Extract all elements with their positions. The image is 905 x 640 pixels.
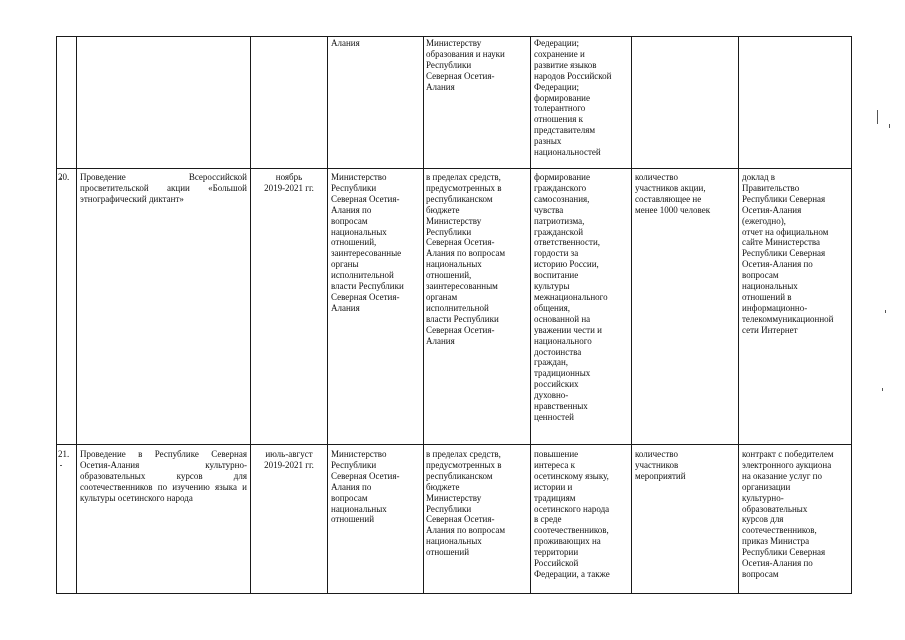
- top-row-col5: [534, 38, 630, 158]
- cell-line: органам: [426, 291, 458, 302]
- cell-line: национального: [534, 335, 592, 346]
- cell-line: формирование: [534, 92, 590, 103]
- cell-line: Алания: [331, 38, 360, 48]
- grid-line: [530, 36, 531, 594]
- cell-line: отношений,: [331, 237, 377, 248]
- cell-line: Республики: [331, 182, 377, 193]
- cell-line: бюджете: [426, 204, 460, 215]
- cell-line: Министерству: [426, 492, 482, 503]
- cell-line: Осетия-Алания: [742, 204, 802, 215]
- row21-result: [742, 449, 850, 580]
- cell-line: 2019-2021 гг.: [264, 459, 314, 470]
- cell-line: культурно-: [742, 492, 784, 503]
- cell-line: вопросам: [331, 215, 368, 226]
- cell-line: Федерации;: [534, 38, 580, 48]
- cell-line: республиканском: [426, 470, 493, 481]
- cell-line: гражданского: [534, 182, 587, 193]
- cell-line: ответственности,: [534, 237, 601, 248]
- cell-line: заинтересованным: [426, 281, 498, 292]
- cell-line: телекоммуникационной: [742, 313, 834, 324]
- cell-line: Республики Северная: [742, 547, 826, 558]
- cell-line: Алания по вопросам: [426, 248, 506, 259]
- cell-line: отношений в: [742, 291, 792, 302]
- cell-line: уважении чести и: [534, 324, 602, 335]
- grid-line: [56, 168, 852, 169]
- cell-line: Федерации;: [534, 81, 580, 92]
- row20-title: Проведение Всероссийской просветительской акции «Большой этнографический диктант»: [80, 172, 247, 204]
- scan-mark: [60, 465, 62, 466]
- cell-line: осетинского народа: [534, 503, 610, 514]
- top-row-col3: [331, 38, 421, 49]
- cell-line: формирование: [534, 172, 590, 182]
- scan-mark: [889, 124, 890, 128]
- cell-line: участников акции,: [635, 182, 706, 193]
- cell-line: Северная Осетия-: [426, 237, 495, 248]
- cell-line: Алания по: [331, 481, 372, 492]
- cell-line: Алания: [426, 81, 455, 92]
- cell-line: межнационального: [534, 291, 608, 302]
- cell-line: традиционных: [534, 368, 591, 379]
- cell-line: количество: [635, 449, 678, 459]
- cell-line: соотечественников,: [534, 525, 609, 536]
- cell-line: осетинскому языку,: [534, 470, 609, 481]
- cell-line: в среде: [534, 514, 562, 525]
- cell-line: культуры: [534, 281, 570, 292]
- cell-line: составляющее не: [635, 193, 702, 204]
- cell-line: национальных: [331, 503, 387, 514]
- cell-line: основанной на: [534, 313, 591, 324]
- cell-line: Осетия-Алания по: [742, 558, 813, 569]
- cell-line: национальных: [426, 536, 482, 547]
- cell-line: граждан,: [534, 357, 569, 368]
- cell-line: вопросам: [331, 492, 368, 503]
- row21-indicator: [635, 449, 737, 482]
- cell-line: образования и науки: [426, 48, 505, 59]
- cell-line: патриотизма,: [534, 215, 585, 226]
- cell-line: истории и: [534, 481, 573, 492]
- row20-period: [252, 172, 326, 194]
- cell-line: национальных: [742, 281, 798, 292]
- grid-line: [738, 36, 739, 594]
- cell-line: Северная Осетия-: [331, 291, 400, 302]
- cell-line: Северная Осетия-: [331, 193, 400, 204]
- row21-goal: [534, 449, 630, 580]
- cell-line: чувства: [534, 204, 564, 215]
- cell-line: развитие языков: [534, 59, 597, 70]
- cell-line: июль-август: [265, 449, 313, 459]
- cell-line: Алания: [331, 302, 360, 313]
- cell-line: Алания по вопросам: [426, 525, 506, 536]
- cell-line: вопросам: [742, 568, 779, 579]
- row21-executors: [331, 449, 421, 525]
- cell-line: (ежегодно),: [742, 215, 786, 226]
- cell-line: территории: [534, 547, 579, 558]
- cell-line: отчет на официальном: [742, 226, 829, 237]
- cell-line: традициям: [534, 492, 576, 503]
- cell-line: доклад в: [742, 172, 776, 182]
- cell-line: приказ Министра: [742, 536, 810, 547]
- cell-line: сайте Министерства: [742, 237, 821, 248]
- cell-line: Республики: [331, 459, 377, 470]
- cell-line: отношений: [331, 514, 375, 525]
- top-row-col4: [426, 38, 528, 93]
- cell-line: достоинства: [534, 346, 582, 357]
- cell-line: мероприятий: [635, 470, 686, 481]
- cell-line: Алания по: [331, 204, 372, 215]
- grid-line: [423, 36, 424, 594]
- row21-title: Проведение в Республике Северная Осетия-Алания культурно-образовательных курсов для соотечественников по изучению языка и культуры осетинского народа: [80, 449, 247, 503]
- cell-line: Министерство: [331, 449, 387, 459]
- row20-funding: [426, 172, 528, 347]
- cell-line: информационно-: [742, 302, 808, 313]
- cell-line: органы: [331, 259, 359, 270]
- cell-line: ценностей: [534, 411, 574, 422]
- cell-line: вопросам: [742, 270, 779, 281]
- cell-line: национальных: [331, 226, 387, 237]
- cell-line: Алания: [426, 335, 455, 346]
- grid-line: [631, 36, 632, 594]
- cell-line: разных: [534, 136, 562, 147]
- cell-line: историю России,: [534, 259, 599, 270]
- row21-number: 21.: [58, 449, 70, 459]
- cell-line: Российской: [534, 558, 579, 569]
- cell-line: национальностей: [534, 147, 601, 158]
- cell-line: национальных: [426, 259, 482, 270]
- cell-line: в пределах средств,: [426, 172, 501, 182]
- cell-line: Республики Северная: [742, 193, 826, 204]
- cell-line: организации: [742, 481, 791, 492]
- cell-line: 2019-2021 гг.: [264, 182, 314, 193]
- row20-number: 20.: [58, 172, 70, 182]
- cell-line: власти Республики: [426, 313, 499, 324]
- scan-mark: [877, 110, 878, 124]
- grid-line: [56, 36, 57, 594]
- cell-line: образовательных: [742, 503, 808, 514]
- cell-line: соотечественников,: [742, 525, 817, 536]
- cell-line: республиканском: [426, 193, 493, 204]
- cell-line: проживающих на: [534, 536, 601, 547]
- cell-line: количество: [635, 172, 678, 182]
- scan-mark: [885, 310, 886, 313]
- cell-line: толерантного: [534, 103, 586, 114]
- cell-line: Северная Осетия-: [426, 70, 495, 81]
- cell-line: участников: [635, 459, 679, 470]
- cell-line: духовно-: [534, 390, 569, 401]
- cell-line: электронного аукциона: [742, 459, 832, 470]
- cell-line: исполнительной: [426, 302, 489, 313]
- row20-goal: [534, 172, 630, 423]
- cell-line: в пределах средств,: [426, 449, 501, 459]
- cell-line: предусмотренных в: [426, 182, 502, 193]
- scan-mark: [882, 388, 883, 391]
- cell-line: интереса к: [534, 459, 576, 470]
- cell-line: российских: [534, 379, 579, 390]
- cell-line: гордости за: [534, 248, 579, 259]
- cell-line: народов Российской: [534, 70, 612, 81]
- grid-line: [56, 444, 852, 445]
- grid-line: [327, 36, 328, 594]
- cell-line: Министерство: [331, 172, 387, 182]
- grid-line: [250, 36, 251, 594]
- row21-period: [252, 449, 326, 471]
- cell-line: Республики: [426, 503, 472, 514]
- cell-line: власти Республики: [331, 281, 404, 292]
- cell-line: повышение: [534, 449, 579, 459]
- cell-line: общения,: [534, 302, 571, 313]
- cell-line: отношения к: [534, 114, 583, 125]
- cell-line: Республики Северная: [742, 248, 826, 259]
- cell-line: бюджете: [426, 481, 460, 492]
- cell-line: контракт с победителем: [742, 449, 834, 459]
- cell-line: исполнительной: [331, 270, 394, 281]
- cell-line: Республики: [426, 59, 472, 70]
- cell-line: менее 1000 человек: [635, 204, 711, 215]
- cell-line: гражданской: [534, 226, 584, 237]
- cell-line: отношений: [426, 547, 470, 558]
- row20-indicator: [635, 172, 737, 216]
- cell-line: заинтересованные: [331, 248, 402, 259]
- row20-result: [742, 172, 850, 336]
- cell-line: Федерации, а также: [534, 568, 610, 579]
- cell-line: нравственных: [534, 401, 588, 412]
- row21-funding: [426, 449, 528, 558]
- cell-line: предусмотренных в: [426, 459, 502, 470]
- cell-line: Осетия-Алания по: [742, 259, 813, 270]
- cell-line: сети Интернет: [742, 324, 798, 335]
- cell-line: Министерству: [426, 38, 482, 48]
- cell-line: ноябрь: [275, 172, 303, 182]
- row20-executors: [331, 172, 421, 314]
- cell-line: Северная Осетия-: [426, 514, 495, 525]
- cell-line: Правительство: [742, 182, 800, 193]
- cell-line: на оказание услуг по: [742, 470, 822, 481]
- cell-line: представителям: [534, 125, 596, 136]
- grid-line: [56, 593, 852, 594]
- cell-line: курсов для: [742, 514, 784, 525]
- cell-line: сохранение и: [534, 48, 585, 59]
- cell-line: Северная Осетия-: [331, 470, 400, 481]
- cell-line: Северная Осетия-: [426, 324, 495, 335]
- cell-line: Республики: [426, 226, 472, 237]
- grid-line: [851, 36, 852, 594]
- cell-line: Министерству: [426, 215, 482, 226]
- cell-line: отношений,: [426, 270, 472, 281]
- cell-line: воспитание: [534, 270, 579, 281]
- cell-line: самосознания,: [534, 193, 590, 204]
- grid-line: [76, 36, 77, 594]
